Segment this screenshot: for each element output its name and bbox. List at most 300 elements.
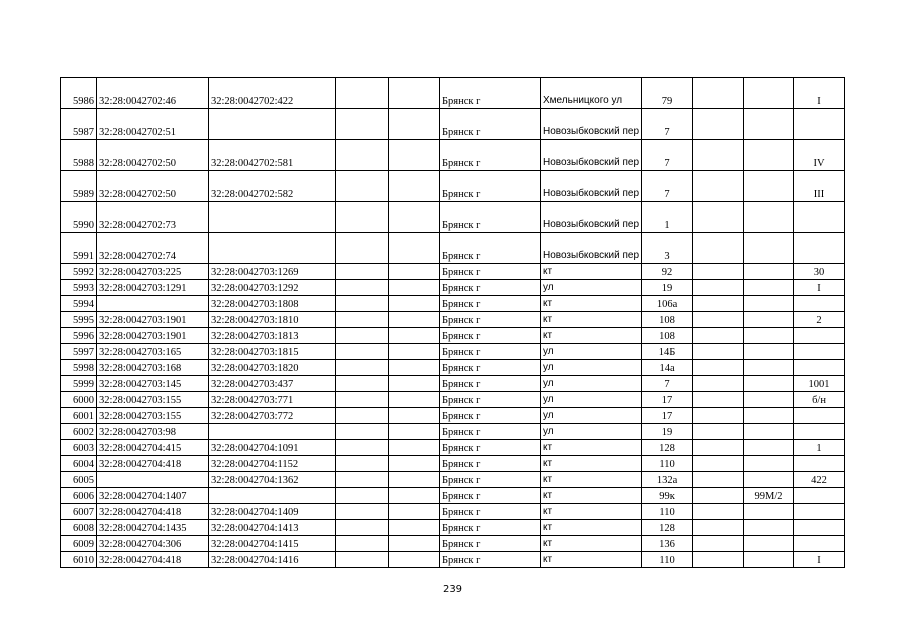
empty-cell-a — [336, 171, 389, 202]
apartment-cell: III — [794, 171, 845, 202]
empty-cell-a — [336, 312, 389, 328]
cadastral-number-cell: 32:28:0042703:98 — [97, 424, 209, 440]
row-number-cell: 5987 — [61, 109, 97, 140]
table-row — [61, 408, 845, 424]
empty-cell-a — [336, 109, 389, 140]
empty-cell-a — [336, 472, 389, 488]
empty-cell-c — [693, 296, 744, 312]
building-cell — [744, 472, 794, 488]
table-row — [61, 328, 845, 344]
empty-cell-c — [693, 408, 744, 424]
street-type-cell: кт — [541, 488, 642, 504]
apartment-cell — [794, 344, 845, 360]
building-cell — [744, 536, 794, 552]
cadastral-number-cell: 32:28:0042704:1435 — [97, 520, 209, 536]
table-row — [61, 392, 845, 408]
cadastral-number-cell: 32:28:0042703:1901 — [97, 328, 209, 344]
linked-cadastral-cell: 32:28:0042703:771 — [209, 392, 336, 408]
city-cell: Брянск г — [440, 328, 541, 344]
city-cell: Брянск г — [440, 520, 541, 536]
street-type-cell: ул — [541, 360, 642, 376]
empty-cell-c — [693, 233, 744, 264]
cadastral-number-cell: 32:28:0042702:50 — [97, 171, 209, 202]
street-type-cell: Новозыбковский пер — [541, 140, 642, 171]
street-type-cell: кт — [541, 296, 642, 312]
linked-cadastral-cell: 32:28:0042704:1416 — [209, 552, 336, 568]
empty-cell-b — [389, 520, 440, 536]
row-number-cell: 6009 — [61, 536, 97, 552]
cadastral-number-cell: 32:28:0042704:418 — [97, 456, 209, 472]
house-number-cell: 92 — [642, 264, 693, 280]
city-cell: Брянск г — [440, 109, 541, 140]
street-type-cell: кт — [541, 504, 642, 520]
empty-cell-c — [693, 536, 744, 552]
row-number-cell: 5999 — [61, 376, 97, 392]
empty-cell-c — [693, 312, 744, 328]
cadastral-number-cell: 32:28:0042704:415 — [97, 440, 209, 456]
table-row — [61, 488, 845, 504]
table-row — [61, 312, 845, 328]
table-row — [61, 360, 845, 376]
row-number-cell: 5988 — [61, 140, 97, 171]
empty-cell-b — [389, 296, 440, 312]
empty-cell-a — [336, 280, 389, 296]
empty-cell-b — [389, 233, 440, 264]
empty-cell-a — [336, 408, 389, 424]
row-number-cell: 6007 — [61, 504, 97, 520]
street-type-cell: кт — [541, 312, 642, 328]
house-number-cell: 106а — [642, 296, 693, 312]
building-cell — [744, 78, 794, 109]
table-row — [61, 504, 845, 520]
building-cell — [744, 408, 794, 424]
empty-cell-b — [389, 392, 440, 408]
empty-cell-b — [389, 328, 440, 344]
row-number-cell: 5996 — [61, 328, 97, 344]
linked-cadastral-cell: 32:28:0042702:581 — [209, 140, 336, 171]
cadastral-number-cell: 32:28:0042703:165 — [97, 344, 209, 360]
empty-cell-b — [389, 202, 440, 233]
street-type-cell: ул — [541, 376, 642, 392]
building-cell — [744, 520, 794, 536]
apartment-cell: 1001 — [794, 376, 845, 392]
row-number-cell: 5993 — [61, 280, 97, 296]
apartment-cell — [794, 109, 845, 140]
cadastral-number-cell: 32:28:0042703:155 — [97, 408, 209, 424]
empty-cell-a — [336, 376, 389, 392]
row-number-cell: 5997 — [61, 344, 97, 360]
empty-cell-c — [693, 552, 744, 568]
apartment-cell — [794, 202, 845, 233]
empty-cell-b — [389, 264, 440, 280]
building-cell — [744, 140, 794, 171]
city-cell: Брянск г — [440, 504, 541, 520]
apartment-cell — [794, 456, 845, 472]
linked-cadastral-cell: 32:28:0042704:1362 — [209, 472, 336, 488]
linked-cadastral-cell — [209, 109, 336, 140]
table-row — [61, 109, 845, 140]
house-number-cell: 128 — [642, 440, 693, 456]
apartment-cell: I — [794, 78, 845, 109]
street-type-cell: ул — [541, 392, 642, 408]
apartment-cell: 30 — [794, 264, 845, 280]
building-cell — [744, 424, 794, 440]
house-number-cell: 110 — [642, 456, 693, 472]
empty-cell-b — [389, 171, 440, 202]
linked-cadastral-cell — [209, 233, 336, 264]
empty-cell-a — [336, 552, 389, 568]
table-row — [61, 472, 845, 488]
empty-cell-a — [336, 504, 389, 520]
street-type-cell: кт — [541, 264, 642, 280]
row-number-cell: 5994 — [61, 296, 97, 312]
house-number-cell: 7 — [642, 376, 693, 392]
street-type-cell: ул — [541, 424, 642, 440]
cadastral-number-cell: 32:28:0042703:1901 — [97, 312, 209, 328]
empty-cell-a — [336, 233, 389, 264]
empty-cell-a — [336, 424, 389, 440]
house-number-cell: 7 — [642, 140, 693, 171]
house-number-cell: 79 — [642, 78, 693, 109]
table-row — [61, 233, 845, 264]
linked-cadastral-cell: 32:28:0042703:1810 — [209, 312, 336, 328]
street-type-cell: ул — [541, 408, 642, 424]
house-number-cell: 132а — [642, 472, 693, 488]
empty-cell-c — [693, 264, 744, 280]
empty-cell-b — [389, 78, 440, 109]
apartment-cell — [794, 424, 845, 440]
city-cell: Брянск г — [440, 488, 541, 504]
empty-cell-b — [389, 424, 440, 440]
empty-cell-c — [693, 440, 744, 456]
table-row — [61, 280, 845, 296]
house-number-cell: 14а — [642, 360, 693, 376]
city-cell: Брянск г — [440, 392, 541, 408]
city-cell: Брянск г — [440, 312, 541, 328]
empty-cell-b — [389, 408, 440, 424]
row-number-cell: 6010 — [61, 552, 97, 568]
house-number-cell: 17 — [642, 392, 693, 408]
city-cell: Брянск г — [440, 408, 541, 424]
linked-cadastral-cell — [209, 424, 336, 440]
cadastral-number-cell — [97, 296, 209, 312]
table-row — [61, 424, 845, 440]
empty-cell-a — [336, 264, 389, 280]
row-number-cell: 6001 — [61, 408, 97, 424]
city-cell: Брянск г — [440, 456, 541, 472]
linked-cadastral-cell: 32:28:0042703:1808 — [209, 296, 336, 312]
apartment-cell: IV — [794, 140, 845, 171]
linked-cadastral-cell: 32:28:0042702:582 — [209, 171, 336, 202]
linked-cadastral-cell — [209, 488, 336, 504]
empty-cell-c — [693, 392, 744, 408]
table-row — [61, 376, 845, 392]
house-number-cell: 7 — [642, 171, 693, 202]
building-cell — [744, 344, 794, 360]
house-number-cell: 136 — [642, 536, 693, 552]
building-cell — [744, 280, 794, 296]
apartment-cell — [794, 296, 845, 312]
empty-cell-b — [389, 360, 440, 376]
street-type-cell: Хмельницкого ул — [541, 78, 642, 109]
table-row — [61, 344, 845, 360]
city-cell: Брянск г — [440, 233, 541, 264]
street-type-cell: кт — [541, 536, 642, 552]
empty-cell-b — [389, 472, 440, 488]
row-number-cell: 5992 — [61, 264, 97, 280]
row-number-cell: 5989 — [61, 171, 97, 202]
row-number-cell: 5991 — [61, 233, 97, 264]
building-cell — [744, 552, 794, 568]
cadastral-number-cell: 32:28:0042704:418 — [97, 552, 209, 568]
house-number-cell: 108 — [642, 328, 693, 344]
cadastral-number-cell: 32:28:0042702:51 — [97, 109, 209, 140]
house-number-cell: 19 — [642, 280, 693, 296]
city-cell: Брянск г — [440, 140, 541, 171]
linked-cadastral-cell: 32:28:0042703:1815 — [209, 344, 336, 360]
empty-cell-a — [336, 440, 389, 456]
city-cell: Брянск г — [440, 280, 541, 296]
cadastral-number-cell: 32:28:0042702:46 — [97, 78, 209, 109]
table-row — [61, 140, 845, 171]
table-row — [61, 171, 845, 202]
table-row — [61, 296, 845, 312]
house-number-cell: 7 — [642, 109, 693, 140]
cadastral-number-cell: 32:28:0042704:418 — [97, 504, 209, 520]
building-cell — [744, 109, 794, 140]
empty-cell-a — [336, 344, 389, 360]
street-type-cell: кт — [541, 440, 642, 456]
linked-cadastral-cell: 32:28:0042704:1409 — [209, 504, 336, 520]
empty-cell-c — [693, 280, 744, 296]
empty-cell-c — [693, 360, 744, 376]
empty-cell-a — [336, 392, 389, 408]
building-cell — [744, 296, 794, 312]
building-cell — [744, 392, 794, 408]
cadastral-number-cell: 32:28:0042702:74 — [97, 233, 209, 264]
empty-cell-a — [336, 456, 389, 472]
street-type-cell: кт — [541, 456, 642, 472]
apartment-cell — [794, 520, 845, 536]
table-row — [61, 456, 845, 472]
city-cell: Брянск г — [440, 552, 541, 568]
table-row — [61, 520, 845, 536]
apartment-cell: б/н — [794, 392, 845, 408]
table-row — [61, 264, 845, 280]
building-cell: 99М/2 — [744, 488, 794, 504]
street-type-cell: Новозыбковский пер — [541, 233, 642, 264]
apartment-cell — [794, 360, 845, 376]
row-number-cell: 6005 — [61, 472, 97, 488]
city-cell: Брянск г — [440, 171, 541, 202]
building-cell — [744, 360, 794, 376]
linked-cadastral-cell: 32:28:0042703:1813 — [209, 328, 336, 344]
city-cell: Брянск г — [440, 344, 541, 360]
street-type-cell: кт — [541, 328, 642, 344]
cadastral-number-cell: 32:28:0042703:1291 — [97, 280, 209, 296]
cadastral-number-cell: 32:28:0042704:1407 — [97, 488, 209, 504]
empty-cell-a — [336, 520, 389, 536]
empty-cell-c — [693, 520, 744, 536]
row-number-cell: 6002 — [61, 424, 97, 440]
street-type-cell: Новозыбковский пер — [541, 202, 642, 233]
street-type-cell: кт — [541, 552, 642, 568]
address-register-table — [60, 77, 845, 568]
empty-cell-a — [336, 328, 389, 344]
apartment-cell: I — [794, 552, 845, 568]
linked-cadastral-cell: 32:28:0042703:772 — [209, 408, 336, 424]
empty-cell-a — [336, 296, 389, 312]
empty-cell-a — [336, 488, 389, 504]
house-number-cell: 1 — [642, 202, 693, 233]
street-type-cell: ул — [541, 344, 642, 360]
empty-cell-c — [693, 488, 744, 504]
linked-cadastral-cell — [209, 202, 336, 233]
empty-cell-c — [693, 456, 744, 472]
row-number-cell: 6008 — [61, 520, 97, 536]
city-cell: Брянск г — [440, 202, 541, 233]
linked-cadastral-cell: 32:28:0042702:422 — [209, 78, 336, 109]
empty-cell-c — [693, 202, 744, 233]
street-type-cell: кт — [541, 520, 642, 536]
house-number-cell: 128 — [642, 520, 693, 536]
row-number-cell: 6006 — [61, 488, 97, 504]
city-cell: Брянск г — [440, 78, 541, 109]
building-cell — [744, 233, 794, 264]
empty-cell-a — [336, 202, 389, 233]
building-cell — [744, 456, 794, 472]
cadastral-number-cell: 32:28:0042703:155 — [97, 392, 209, 408]
street-type-cell: кт — [541, 472, 642, 488]
building-cell — [744, 376, 794, 392]
empty-cell-c — [693, 140, 744, 171]
empty-cell-b — [389, 280, 440, 296]
empty-cell-b — [389, 312, 440, 328]
street-type-cell: Новозыбковский пер — [541, 109, 642, 140]
row-number-cell: 6000 — [61, 392, 97, 408]
apartment-cell: 2 — [794, 312, 845, 328]
table-row — [61, 202, 845, 233]
empty-cell-c — [693, 376, 744, 392]
row-number-cell: 6003 — [61, 440, 97, 456]
linked-cadastral-cell: 32:28:0042704:1413 — [209, 520, 336, 536]
linked-cadastral-cell: 32:28:0042704:1091 — [209, 440, 336, 456]
empty-cell-a — [336, 140, 389, 171]
house-number-cell: 108 — [642, 312, 693, 328]
house-number-cell: 110 — [642, 504, 693, 520]
apartment-cell: 1 — [794, 440, 845, 456]
empty-cell-b — [389, 376, 440, 392]
cadastral-number-cell: 32:28:0042702:73 — [97, 202, 209, 233]
empty-cell-c — [693, 171, 744, 202]
apartment-cell: I — [794, 280, 845, 296]
cadastral-number-cell: 32:28:0042704:306 — [97, 536, 209, 552]
row-number-cell: 6004 — [61, 456, 97, 472]
city-cell: Брянск г — [440, 424, 541, 440]
cadastral-number-cell: 32:28:0042703:145 — [97, 376, 209, 392]
cadastral-number-cell: 32:28:0042702:50 — [97, 140, 209, 171]
empty-cell-c — [693, 109, 744, 140]
empty-cell-c — [693, 78, 744, 109]
empty-cell-b — [389, 140, 440, 171]
linked-cadastral-cell: 32:28:0042703:1269 — [209, 264, 336, 280]
empty-cell-c — [693, 328, 744, 344]
table-row — [61, 440, 845, 456]
house-number-cell: 19 — [642, 424, 693, 440]
house-number-cell: 3 — [642, 233, 693, 264]
apartment-cell — [794, 328, 845, 344]
city-cell: Брянск г — [440, 376, 541, 392]
house-number-cell: 99к — [642, 488, 693, 504]
row-number-cell: 5990 — [61, 202, 97, 233]
empty-cell-c — [693, 344, 744, 360]
table-row — [61, 552, 845, 568]
street-type-cell: ул — [541, 280, 642, 296]
empty-cell-b — [389, 109, 440, 140]
row-number-cell: 5995 — [61, 312, 97, 328]
city-cell: Брянск г — [440, 296, 541, 312]
apartment-cell: 422 — [794, 472, 845, 488]
city-cell: Брянск г — [440, 360, 541, 376]
building-cell — [744, 504, 794, 520]
linked-cadastral-cell: 32:28:0042704:1152 — [209, 456, 336, 472]
linked-cadastral-cell: 32:28:0042704:1415 — [209, 536, 336, 552]
empty-cell-c — [693, 424, 744, 440]
apartment-cell — [794, 504, 845, 520]
table-row — [61, 536, 845, 552]
linked-cadastral-cell: 32:28:0042703:1820 — [209, 360, 336, 376]
apartment-cell — [794, 233, 845, 264]
row-number-cell: 5998 — [61, 360, 97, 376]
empty-cell-b — [389, 456, 440, 472]
building-cell — [744, 202, 794, 233]
house-number-cell: 110 — [642, 552, 693, 568]
city-cell: Брянск г — [440, 472, 541, 488]
city-cell: Брянск г — [440, 440, 541, 456]
table-row — [61, 78, 845, 109]
house-number-cell: 17 — [642, 408, 693, 424]
building-cell — [744, 171, 794, 202]
house-number-cell: 14Б — [642, 344, 693, 360]
apartment-cell — [794, 408, 845, 424]
cadastral-number-cell — [97, 472, 209, 488]
empty-cell-b — [389, 504, 440, 520]
empty-cell-b — [389, 552, 440, 568]
building-cell — [744, 312, 794, 328]
page-number: 239 — [442, 584, 463, 595]
city-cell: Брянск г — [440, 264, 541, 280]
empty-cell-b — [389, 488, 440, 504]
building-cell — [744, 440, 794, 456]
empty-cell-a — [336, 360, 389, 376]
empty-cell-a — [336, 536, 389, 552]
cadastral-number-cell: 32:28:0042703:168 — [97, 360, 209, 376]
street-type-cell: Новозыбковский пер — [541, 171, 642, 202]
empty-cell-b — [389, 536, 440, 552]
linked-cadastral-cell: 32:28:0042703:1292 — [209, 280, 336, 296]
empty-cell-c — [693, 472, 744, 488]
empty-cell-c — [693, 504, 744, 520]
city-cell: Брянск г — [440, 536, 541, 552]
cadastral-number-cell: 32:28:0042703:225 — [97, 264, 209, 280]
empty-cell-b — [389, 344, 440, 360]
empty-cell-a — [336, 78, 389, 109]
building-cell — [744, 328, 794, 344]
apartment-cell — [794, 536, 845, 552]
empty-cell-b — [389, 440, 440, 456]
apartment-cell — [794, 488, 845, 504]
building-cell — [744, 264, 794, 280]
